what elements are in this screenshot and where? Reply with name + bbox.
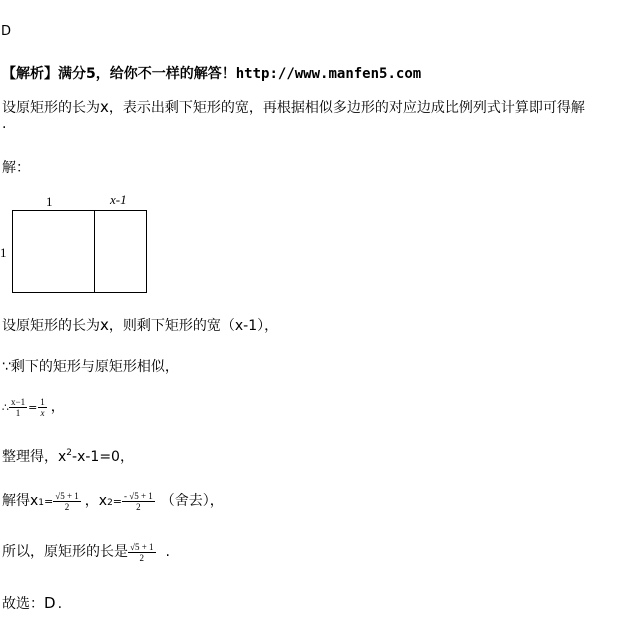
step-3 [2,396,65,418]
therefore-symbol: ∴ [2,401,9,414]
step5-sub2: 2 [107,498,113,508]
header-url: http://www.manfen5.com [235,66,422,82]
step4-x: x [58,449,67,465]
figure-label-top-right: x-1 [110,192,127,207]
solution-label: 解： [2,160,30,176]
step4-post: -x-1=0， [72,449,134,465]
divider-line [94,210,95,293]
step-6 [2,541,170,563]
frac-denominator: 1 [15,407,21,418]
step5-x1: x [30,493,39,509]
bracket-open: 【 [2,66,16,82]
frac-numerator: √5 + 1 [130,541,154,552]
step-1 [2,315,278,335]
analysis-header [2,63,421,83]
fraction-x-minus-1-over-1 [9,397,27,418]
step1-expr: x-1 [234,318,258,334]
equals-sign: = [28,401,38,414]
step5-post: （舍去）， [160,493,224,509]
result-fraction [128,542,156,563]
root-fraction-positive [53,491,81,512]
analysis-tag: 解析 [16,66,44,82]
step1-pre: 设原矩形的长为 [2,318,100,334]
step6-post: . [165,544,170,560]
analysis-var: x [100,98,109,116]
header-text: 满分5，给你不一样的解答！ [58,66,236,82]
frac-numerator: - √5 + 1 [124,490,153,501]
frac-numerator: √5 + 1 [55,490,79,501]
outer-rectangle [12,210,147,293]
step5-eq1: = [44,495,54,508]
frac-numerator: 1 [40,396,45,407]
step-5 [2,490,224,512]
step5-comma: ， [84,493,99,509]
step4-pre: 整理得， [2,449,58,465]
step1-mid: ，则剩下矩形的宽（ [108,318,235,334]
step1-post: ）， [257,318,279,334]
step7-post: . [57,596,63,612]
step6-pre: 所以，原矩形的长是 [2,544,128,560]
frac-denominator: 2 [136,501,141,512]
step3-post: ， [50,399,65,415]
analysis-line-2: . [2,116,7,132]
bracket-close: 】 [44,66,58,82]
root-fraction-negative [122,491,155,512]
step-4 [2,446,134,466]
step4-exponent: 2 [66,448,73,458]
step5-pre: 解得 [2,493,30,509]
step7-answer: D [44,594,56,612]
frac-denominator: x [40,407,45,418]
step5-eq2: = [112,495,123,508]
answer-letter: D [1,24,12,39]
analysis-line-1 [2,97,585,117]
frac-denominator: 2 [64,501,70,512]
step5-sub1: 1 [38,498,45,508]
step-2: ∵剩下的矩形与原矩形相似， [2,359,179,375]
frac-numerator: x−1 [11,396,26,407]
analysis-text-post: ，表示出剩下矩形的宽，再根据相似多边形的对应边成比例列式计算即可得解 [108,100,585,116]
figure-label-side: 1 [0,245,7,260]
fraction-1-over-x [38,397,47,418]
analysis-text-pre: 设原矩形的长为 [2,100,100,116]
step7-pre: 故选： [2,596,44,612]
step5-x2: x [98,493,108,509]
figure-label-top-left: 1 [46,194,53,209]
frac-denominator: 2 [139,552,144,563]
step1-var: x [100,316,109,334]
step-7 [2,593,62,613]
